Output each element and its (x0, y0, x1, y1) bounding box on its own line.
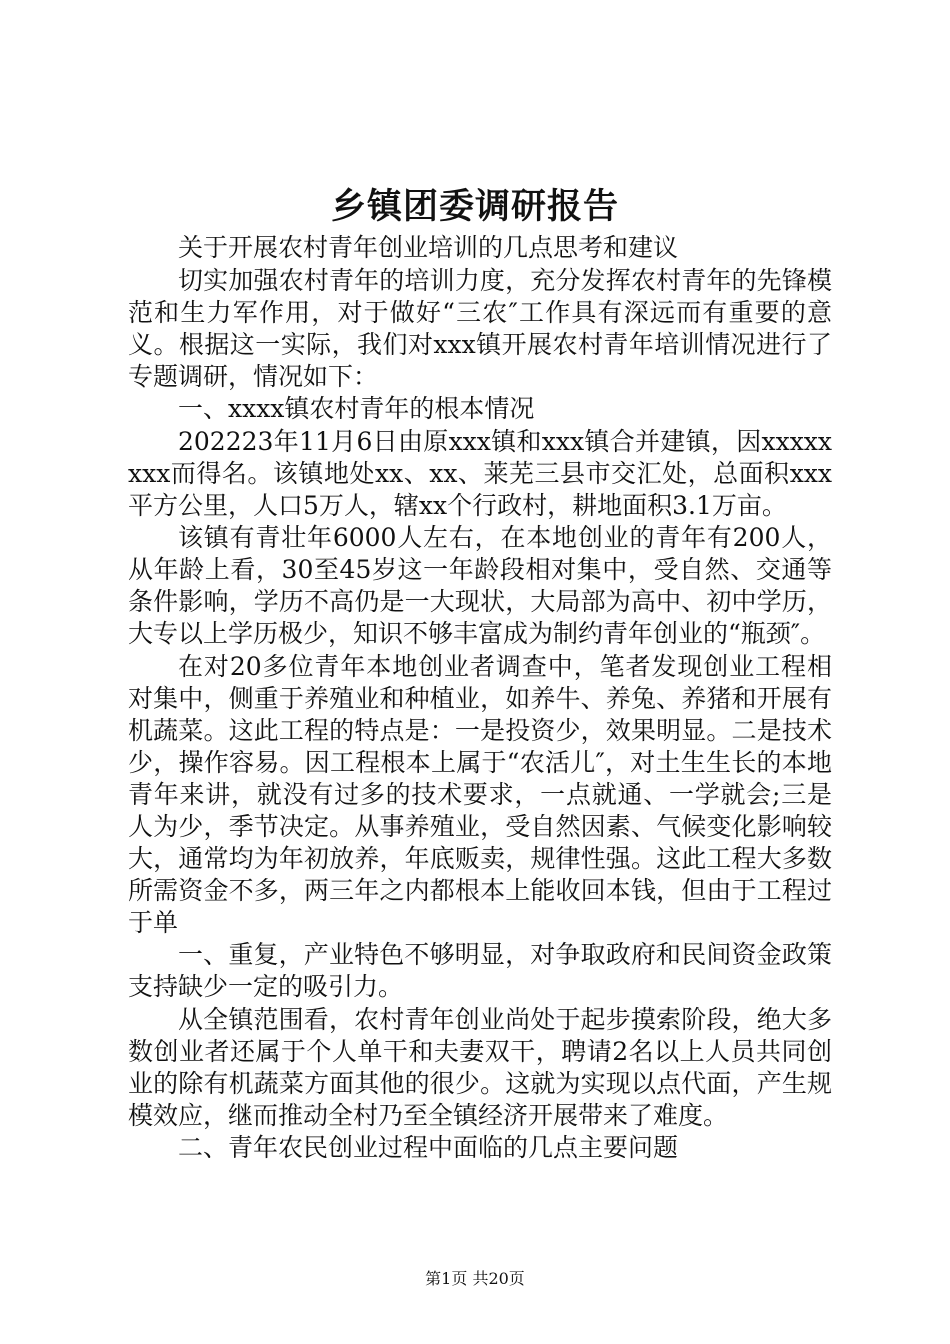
section-heading-2: 二、青年农民创业过程中面临的几点主要问题 (178, 1133, 679, 1162)
section-heading-1: 一、xxxx镇农村青年的根本情况 (178, 394, 535, 423)
youth-population-paragraph: 该镇有青壮年6000人左右，在本地创业的青年有200人，从年龄上看，30至45岁这一年龄段相对集中，受自然、交通等条件影响，学历不高仍是一大现状，大局部为高中、初中学历，大专以上学历极少，知识不够丰富成为制约青年创业的“瓶颈″。 (128, 523, 832, 648)
page-number-footer: 第1页 共20页 (425, 1269, 525, 1288)
repetition-paragraph: 一、重复，产业特色不够明显，对争取政府和民间资金政策支持缺少一定的吸引力。 (128, 940, 832, 1001)
town-overview-paragraph: 202223年11月6日由原xxx镇和xxx镇合并建镇，因xxxxxxxx而得名。该镇地处xx、xx、莱芜三县市交汇处，总面积xxx平方公里，人口5万人，辖xx个行政村，耕地面积3.1万亩。 (128, 426, 832, 520)
survey-paragraph: 在对20多位青年本地创业者调查中，笔者发现创业工程相对集中，侧重于养殖业和种植业，如养牛、养兔、养猪和开展有机蔬菜。这此工程的特点是：一是投资少，效果明显。二是技术少，操作容易。因工程根本上属于“农活儿″，对土生生长的本地青年来讲，就没有过多的技术要求，一点就通、一学就会;三是人为少，季节决定。从事养殖业，受自然因素、气候变化影响较大，通常均为年初放养，年底贩卖，规律性强。这此工程大多数所需资金不多，两三年之内都根本上能收回本钱，但由于工程过于单 (128, 651, 832, 937)
document-title: 乡镇团委调研报告 (330, 186, 619, 227)
subtitle-paragraph: 关于开展农村青年创业培训的几点思考和建议 (178, 233, 679, 262)
town-scope-paragraph: 从全镇范围看，农村青年创业尚处于起步摸索阶段，绝大多数创业者还属于个人单干和夫妻双干，聘请2名以上人员共同创业的除有机蔬菜方面其他的很少。这就为实现以点代面，产生规模效应，继而推动全村乃至全镇经济开展带来了难度。 (128, 1004, 832, 1130)
intro-paragraph: 切实加强农村青年的培训力度，充分发挥农村青年的先锋模范和生力军作用，对于做好“三农″工作具有深远而有重要的意义。根据这一实际，我们对xxx镇开展农村青年培训情况进行了专题调研，情况如下： (128, 265, 832, 391)
document-body (128, 232, 832, 1165)
